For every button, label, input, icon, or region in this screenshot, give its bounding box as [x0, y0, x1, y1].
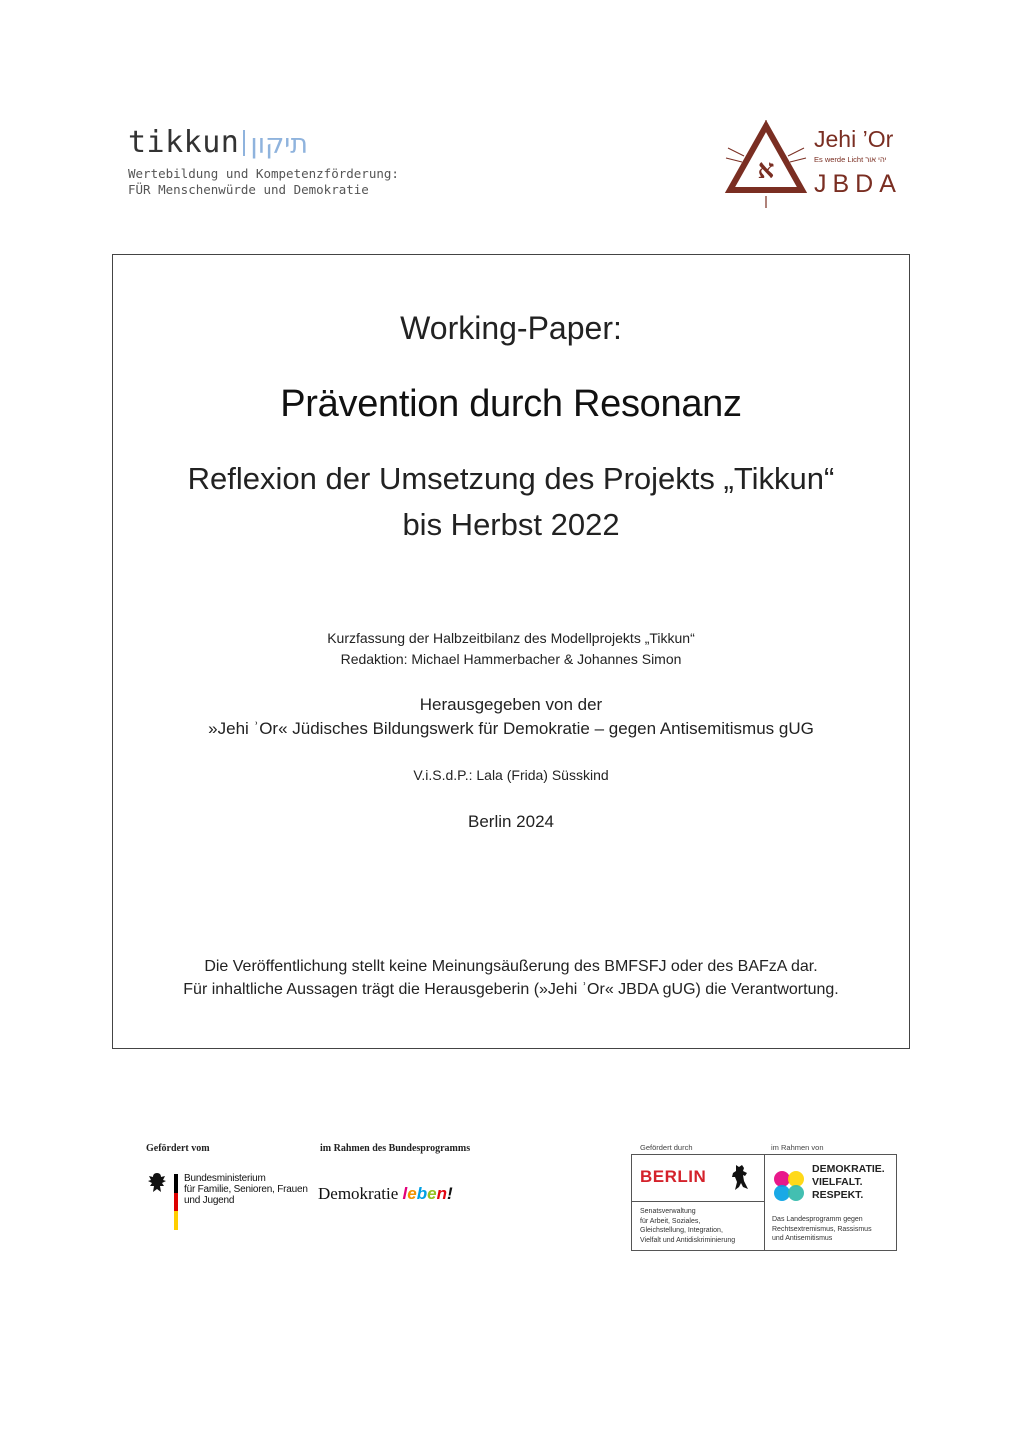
- tikkun-divider: [243, 130, 245, 156]
- berlin-box-hline: [632, 1201, 764, 1202]
- federal-funded-by-label: Gefördert vom: [146, 1143, 210, 1154]
- berlin-wordmark: BERLIN: [640, 1167, 707, 1186]
- berlin-dept-line3: Gleichstellung, Integration,: [640, 1227, 723, 1234]
- berlin-dept-line4: Vielfalt und Antidiskriminierung: [640, 1236, 736, 1244]
- visdp-line: V.i.S.d.P.: Lala (Frida) Süsskind: [413, 767, 609, 783]
- berlin-department: [640, 1207, 735, 1245]
- leben-word: leben!: [402, 1184, 453, 1203]
- dvr-desc-line2: Rechtsextremismus, Rassismus: [772, 1225, 872, 1233]
- dvr-wordmark: [812, 1163, 885, 1202]
- dvr-line2: VIELFALT.: [812, 1176, 863, 1188]
- demokratie-word: Demokratie: [318, 1184, 399, 1203]
- bmfsfj-line1: Bundesministerium: [184, 1173, 266, 1184]
- document-title: Prävention durch Resonanz: [280, 383, 742, 425]
- jbda-name: Jehi ’Or: [814, 126, 894, 152]
- demokratie-leben-logo: [318, 1184, 453, 1204]
- document-subtitle-line1: Reflexion der Umsetzung des Projekts „Tikkun“: [187, 461, 835, 496]
- publisher-line2: »Jehi ʾOr« Jüdisches Bildungswerk für Demokratie – gegen Antisemitismus gUG: [208, 719, 814, 738]
- tikkun-wordmark: [128, 125, 399, 160]
- bmfsfj-line3: und Jugend: [184, 1195, 235, 1206]
- jbda-subline: Es werde Licht יהי אור: [814, 155, 887, 164]
- editors-line: Redaktion: Michael Hammerbacher & Johannes Simon: [340, 651, 682, 667]
- document-kicker: Working-Paper:: [400, 310, 622, 346]
- disclaimer-line1: Die Veröffentlichung stellt keine Meinungsäußerung des BMFSFJ oder des BAFzA dar.: [204, 958, 818, 975]
- tikkun-tagline-line1: Wertebildung und Kompetenzförderung:: [128, 166, 399, 181]
- tikkun-logo: [128, 125, 399, 198]
- german-flag-bar: [174, 1174, 178, 1230]
- flag-black-stripe: [174, 1174, 178, 1193]
- federal-program-label: im Rahmen des Bundesprogramms: [320, 1143, 471, 1154]
- document-subtitle-line2: bis Herbst 2022: [402, 507, 620, 542]
- flag-red-stripe: [174, 1193, 178, 1212]
- dvr-circles-icon: [772, 1169, 806, 1203]
- berlin-program-label: im Rahmen von: [771, 1143, 824, 1152]
- dvr-description: [772, 1215, 872, 1244]
- berlin-bear-icon: [730, 1163, 750, 1193]
- berlin-dept-line1: Senatsverwaltung: [640, 1208, 696, 1215]
- tikkun-tagline: [128, 166, 399, 198]
- berlin-funded-by-label: Gefördert durch: [640, 1143, 693, 1152]
- title-frame: [112, 254, 910, 1049]
- dvr-line1: DEMOKRATIE.: [812, 1163, 885, 1175]
- jbda-text-block: [814, 126, 902, 199]
- berlin-box-divider: [764, 1155, 765, 1250]
- summary-line: Kurzfassung der Halbzeitbilanz des Modellprojekts „Tikkun“: [327, 630, 695, 646]
- publisher-line1: Herausgegeben von der: [419, 695, 603, 714]
- dvr-line3: RESPEKT.: [812, 1189, 864, 1201]
- place-year: Berlin 2024: [467, 812, 554, 831]
- tikkun-tagline-line2: FÜR Menschenwürde und Demokratie: [128, 182, 369, 197]
- berlin-funding-box: [631, 1154, 897, 1251]
- berlin-dept-line2: für Arbeit, Soziales,: [640, 1217, 701, 1225]
- flag-gold-stripe: [174, 1211, 178, 1230]
- jbda-logo: [724, 118, 904, 210]
- bmfsfj-name: [184, 1173, 308, 1206]
- federal-eagle-icon: [146, 1172, 168, 1196]
- svg-text:א: א: [757, 155, 775, 185]
- jbda-triangle-emblem-icon: [724, 118, 808, 210]
- bmfsfj-logo: [146, 1172, 316, 1232]
- dvr-desc-line1: Das Landesprogramm gegen: [772, 1216, 863, 1223]
- tikkun-hebrew-text: תיקון: [250, 129, 309, 160]
- bmfsfj-line2: für Familie, Senioren, Frauen: [184, 1184, 308, 1195]
- jbda-abbreviation: JBDA: [814, 170, 902, 198]
- tikkun-latin-text: tikkun: [128, 125, 240, 160]
- dvr-desc-line3: und Antisemitismus: [772, 1235, 833, 1242]
- disclaimer-line2: Für inhaltliche Aussagen trägt die Herausgeberin (»Jehi ʾOr« JBDA gUG) die Verantwortung.: [183, 981, 839, 998]
